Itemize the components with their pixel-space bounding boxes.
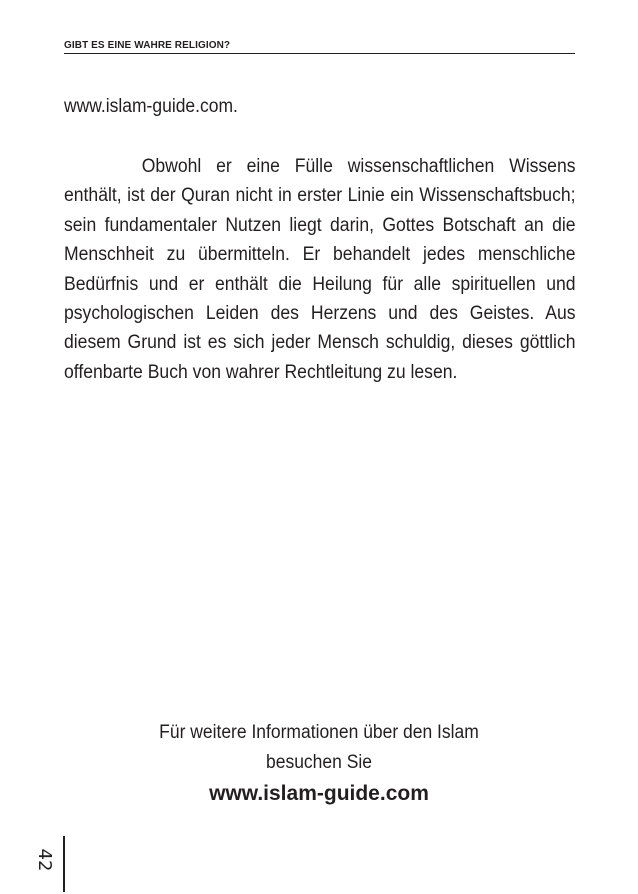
body-paragraph: Obwohl er eine Fülle wissenschaftlichen Wissens enthält, ist der Quran nicht in erster Linie ein Wissenschaftsbuch; sein fundamentaler Nutzen liegt darin, Gottes Botschaft an die Menschheit zu übermitteln. Er behandelt jedes menschliche Bedürfnis und er enthält die Heilung für alle spirituellen und psychologischen Leiden des Herzens und des Geistes. Aus diesem Grund ist es sich jeder Mensch schuldig, dieses göttlich offenbarte Buch von wahrer Rechtleitung zu lesen. — [64, 156, 576, 383]
header-divider — [64, 53, 575, 54]
page-number: 42 — [34, 848, 55, 872]
footer-url-link[interactable]: www.islam-guide.com — [209, 782, 429, 805]
page-number-divider — [63, 836, 65, 892]
footer-line-visit: besuchen Sie — [266, 752, 372, 773]
running-header: GIBT ES EINE WAHRE RELIGION? — [64, 40, 231, 51]
url-text: www.islam-guide.com. — [64, 96, 238, 117]
footer-line-info: Für weitere Informationen über den Islam — [159, 722, 479, 743]
